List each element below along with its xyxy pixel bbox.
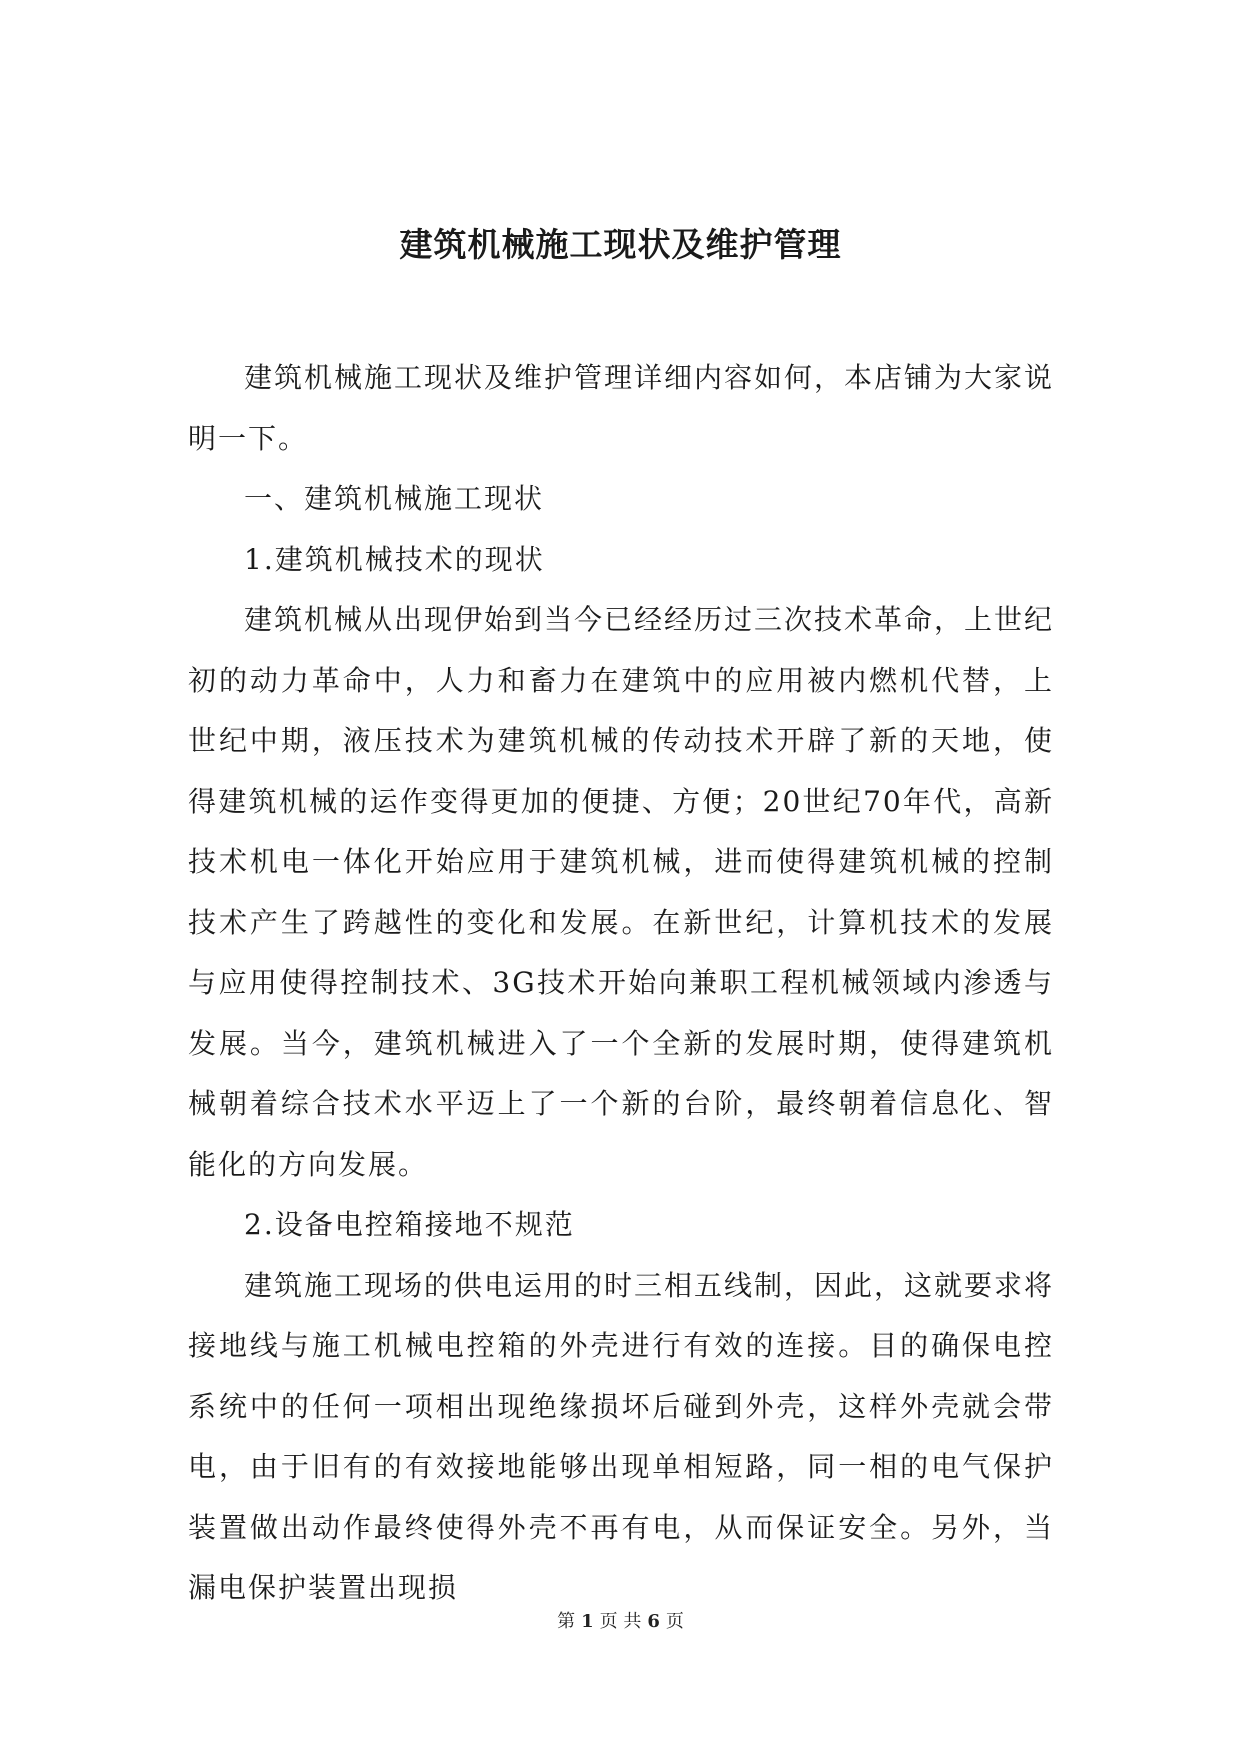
section-heading: 一、建筑机械施工现状 — [244, 482, 545, 515]
total-pages-number: 6 — [647, 1611, 660, 1632]
subsection-heading: 1.建筑机械技术的现状 — [244, 542, 545, 576]
footer-suffix: 页 — [665, 1611, 684, 1632]
current-page-number: 1 — [581, 1611, 594, 1632]
document-title: 建筑机械施工现状及维护管理 — [399, 225, 842, 264]
subsection-heading: 2.设备电控箱接地不规范 — [244, 1208, 575, 1241]
footer-middle: 页 共 — [599, 1611, 642, 1632]
body-paragraph: 建筑施工现场的供电运用的时三相五线制，因此，这就要求将接地线与施工机械电控箱的外壳进行有效的连接。目的确保电控系统中的任何一项相出现绝缘损坏后碰到外壳，这样外壳就会带电，由于旧有的有效接地能够出现单相短路，同一相的电气保护装置做出动作最终使得外壳不再有电，从而保证安全。另外，当漏电保护装置出现损 — [188, 1268, 1055, 1604]
footer-prefix: 第 — [557, 1611, 576, 1632]
intro-paragraph: 建筑机械施工现状及维护管理详细内容如何，本店铺为大家说明一下。 — [188, 361, 1055, 455]
page-footer — [0, 1610, 1241, 1634]
body-paragraph: 建筑机械从出现伊始到当今已经经历过三次技术革命，上世纪初的动力革命中，人力和畜力在建筑中的应用被内燃机代替，上世纪中期，液压技术为建筑机械的传动技术开辟了新的天地，使得建筑机械的运作变得更加的便捷、方便；20世纪70年代，高新技术机电一体化开始应用于建筑机械，进而使得建筑机械的控制技术产生了跨越性的变化和发展。在新世纪，计算机技术的发展与应用使得控制技术、3G技术开始向兼职工程机械领域内渗透与发展。当今，建筑机械进入了一个全新的发展时期，使得建筑机械朝着综合技术水平迈上了一个新的台阶，最终朝着信息化、智能化的方向发展。 — [188, 603, 1055, 1181]
document-body — [188, 348, 1054, 1619]
